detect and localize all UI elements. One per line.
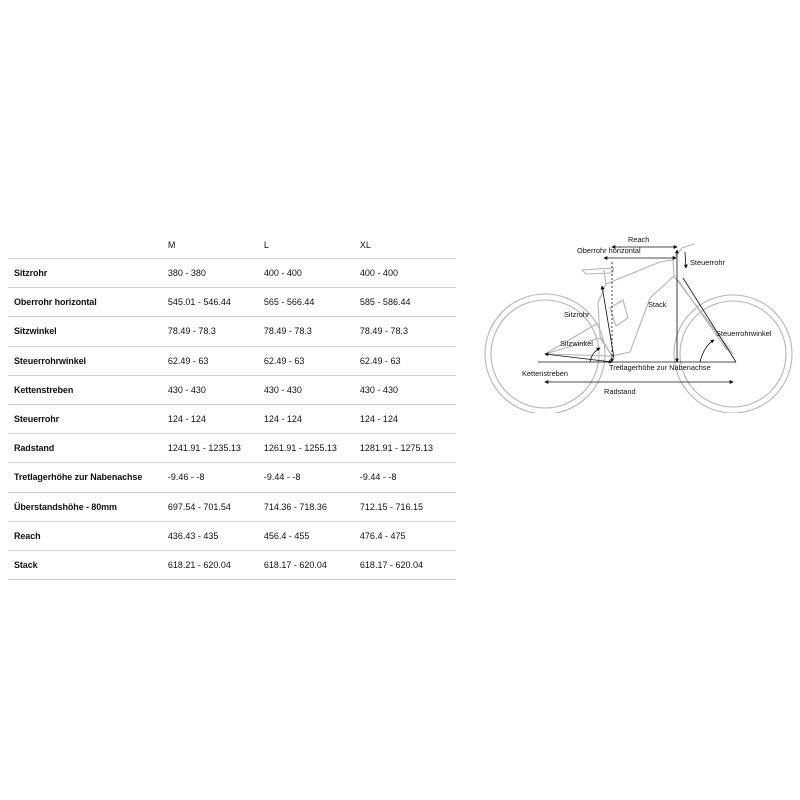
label-top-tube: Oberrohr horizontal — [577, 246, 641, 255]
row-label: Sitzrohr — [8, 259, 168, 288]
row-label: Sitzwinkel — [8, 317, 168, 346]
header-corner — [8, 232, 168, 259]
label-head-tube: Steuerrohr — [690, 258, 725, 267]
head-angle-arc — [700, 340, 714, 362]
bike-geometry-diagram — [478, 228, 794, 413]
cell-l: -9.44 - -8 — [264, 463, 360, 492]
cell-l: 1261.91 - 1255.13 — [264, 434, 360, 463]
cell-m: 62.49 - 63 — [168, 346, 264, 375]
cell-m: 697.54 - 701.54 — [168, 492, 264, 521]
fork — [674, 276, 733, 354]
table-row — [8, 288, 456, 317]
table-row — [8, 550, 456, 579]
head-tube-line — [685, 252, 686, 268]
cell-m: 1241.91 - 1235.13 — [168, 434, 264, 463]
cell-m: -9.46 - -8 — [168, 463, 264, 492]
size-header-m: M — [167, 240, 176, 250]
saddle — [582, 268, 614, 274]
table-header-row — [8, 232, 456, 259]
row-label: Steuerrohr — [8, 404, 168, 433]
cell-l: 565 - 566.44 — [264, 288, 360, 317]
cell-l: 618.17 - 620.04 — [264, 550, 360, 579]
label-reach: Reach — [628, 235, 650, 244]
cell-xl: 585 - 586.44 — [360, 288, 456, 317]
cell-m: 380 - 380 — [168, 259, 264, 288]
cell-m: 618.21 - 620.04 — [168, 550, 264, 579]
seat-post — [604, 270, 606, 284]
size-header-xl: XL — [359, 240, 371, 250]
row-label: Überstandshöhe - 80mm — [8, 492, 168, 521]
table-row — [8, 521, 456, 550]
cell-l: 400 - 400 — [264, 259, 360, 288]
cell-xl: 712.15 - 716.15 — [360, 492, 456, 521]
cell-xl: 430 - 430 — [360, 375, 456, 404]
cell-l: 456.4 - 455 — [264, 521, 360, 550]
row-label: Oberrohr horizontal — [8, 288, 168, 317]
label-wheelbase: Radstand — [604, 387, 636, 396]
cell-l: 714.36 - 718.36 — [264, 492, 360, 521]
table-row — [8, 492, 456, 521]
cell-m: 124 - 124 — [168, 404, 264, 433]
cell-xl: 400 - 400 — [360, 259, 456, 288]
table-row — [8, 463, 456, 492]
label-seat-angle: Sitzwinkel — [560, 339, 593, 348]
table-row — [8, 259, 456, 288]
row-label: Reach — [8, 521, 168, 550]
cell-m: 430 - 430 — [168, 375, 264, 404]
table-row — [8, 375, 456, 404]
table-row — [8, 317, 456, 346]
cell-m: 78.49 - 78.3 — [168, 317, 264, 346]
cell-l: 78.49 - 78.3 — [264, 317, 360, 346]
label-stack: Stack — [648, 300, 667, 309]
shock — [610, 300, 628, 326]
geometry-table — [8, 232, 456, 580]
label-head-angle: Steuerrohrwinkel — [716, 329, 772, 338]
row-label: Stack — [8, 550, 168, 579]
cell-xl: 618.17 - 620.04 — [360, 550, 456, 579]
size-header-l: L — [263, 240, 269, 250]
table-row — [8, 434, 456, 463]
cell-xl: 1281.91 - 1275.13 — [360, 434, 456, 463]
head-axis-line — [683, 278, 736, 362]
cell-xl: -9.44 - -8 — [360, 463, 456, 492]
cell-l: 62.49 - 63 — [264, 346, 360, 375]
label-bb-drop: Tretlagerhöhe zur Nabenachse — [609, 363, 711, 372]
cell-xl: 124 - 124 — [360, 404, 456, 433]
row-label: Radstand — [8, 434, 168, 463]
row-label: Tretlagerhöhe zur Nabenachse — [8, 463, 168, 492]
row-label: Steuerrohrwinkel — [8, 346, 168, 375]
cell-xl: 62.49 - 63 — [360, 346, 456, 375]
row-label: Kettenstreben — [8, 375, 168, 404]
cell-l: 124 - 124 — [264, 404, 360, 433]
cell-xl: 78.49 - 78.3 — [360, 317, 456, 346]
cell-m: 436.43 - 435 — [168, 521, 264, 550]
label-seat-tube: Sitzrohr — [564, 310, 590, 319]
label-chainstay: Kettenstreben — [522, 369, 569, 378]
cell-l: 430 - 430 — [264, 375, 360, 404]
table-row — [8, 404, 456, 433]
cell-xl: 476.4 - 475 — [360, 521, 456, 550]
cell-m: 545.01 - 546.44 — [168, 288, 264, 317]
table-row — [8, 346, 456, 375]
